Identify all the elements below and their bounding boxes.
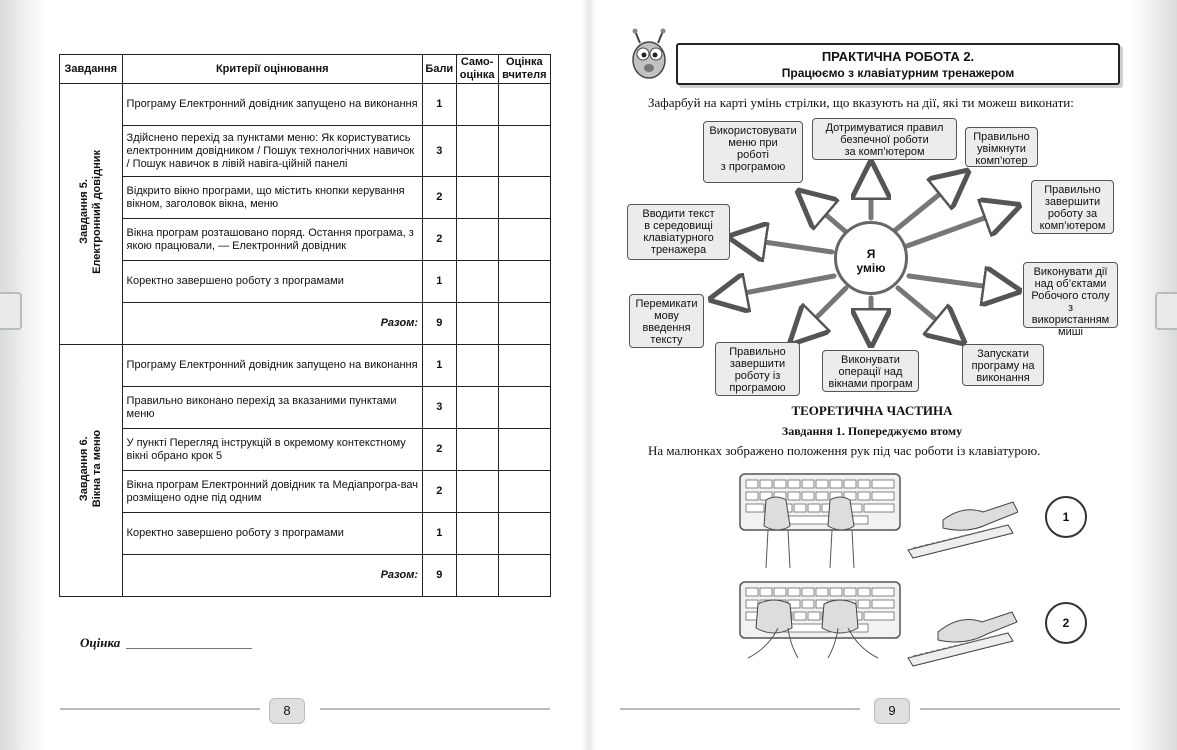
page-number-left: 8 xyxy=(269,698,305,724)
header-task: Завдання xyxy=(60,55,123,84)
criterion-cell: Програму Електронний довідник запущено на виконання xyxy=(122,345,422,387)
keyboard-hands-illustration-2 xyxy=(738,578,1018,678)
criterion-cell: Вікна програм розташовано поряд. Остання програма, з якою працювали, — Електронний довідник xyxy=(122,219,422,261)
skill-launch-program[interactable]: Запускати програму на виконання xyxy=(962,344,1044,386)
arrow-to-switch-lang[interactable] xyxy=(718,276,834,298)
skill-close-program[interactable]: Правильно завершити роботу із програмою xyxy=(715,342,800,396)
points-cell: 1 xyxy=(423,261,457,303)
skill-switch-language[interactable]: Перемикати мову введення тексту xyxy=(629,294,704,348)
arrow-to-launch[interactable] xyxy=(898,288,958,338)
arrow-to-power-on[interactable] xyxy=(893,176,962,232)
points-cell: 1 xyxy=(423,84,457,126)
skill-map-hub xyxy=(834,221,908,295)
criterion-cell: Правильно виконано перехід за вказаними пунктами меню xyxy=(122,387,422,429)
header-teacher-grade: Оцінка вчителя xyxy=(498,55,550,84)
theory-section-title: ТЕОРЕТИЧНА ЧАСТИНА xyxy=(791,403,953,418)
criterion-cell: Відкрито вікно програми, що містить кнопки керування вікном, заголовок вікна, меню xyxy=(122,177,422,219)
points-cell: 3 xyxy=(423,387,457,429)
points-cell: 3 xyxy=(423,126,457,177)
figure-number-2: 2 xyxy=(1045,602,1087,644)
hub-label: Я умію xyxy=(856,247,886,275)
criterion-cell: Програму Електронний довідник запущено на виконання xyxy=(122,84,422,126)
grade-label: Оцінка xyxy=(80,635,121,650)
criterion-cell: Вікна програм Електронний довідник та Медіапрогра-вач розміщено одне під одним xyxy=(122,471,422,513)
points-cell: 2 xyxy=(423,471,457,513)
criterion-cell: Коректно завершено роботу з програмами xyxy=(122,513,422,555)
header-self-assessment: Само- оцінка xyxy=(456,55,498,84)
arrow-to-shutdown[interactable] xyxy=(907,208,1012,246)
points-cell: 2 xyxy=(423,219,457,261)
task-1-description: На малюнках зображено положення рук під час роботи із клавіатурою. xyxy=(648,443,1041,458)
practical-work-title: ПРАКТИЧНА РОБОТА 2. xyxy=(821,49,975,64)
practical-work-subtitle: Працюємо з клавіатурним тренажером xyxy=(781,66,1015,80)
header-criteria: Критерії оцінювання xyxy=(122,55,422,84)
points-cell: 2 xyxy=(423,429,457,471)
points-cell: 2 xyxy=(423,177,457,219)
criterion-cell: Коректно завершено роботу з програмами xyxy=(122,261,422,303)
total-points: 9 xyxy=(423,303,457,345)
circuit-line-decoration xyxy=(920,708,1120,710)
skill-typing-trainer[interactable]: Вводити текст в середовищі клавіатурного тренажера xyxy=(627,204,730,260)
keyboard-hands-illustration-1 xyxy=(738,470,1018,570)
total-points: 9 xyxy=(423,555,457,597)
skill-desktop-mouse[interactable]: Виконувати дії над об’єктами Робочого столу з використанням миші xyxy=(1023,262,1118,328)
arrow-to-menu[interactable] xyxy=(804,196,846,232)
circuit-line-decoration xyxy=(620,708,860,710)
total-label: Разом: xyxy=(122,555,422,597)
page-number-right: 9 xyxy=(874,698,910,724)
criterion-cell: У пункті Перегляд інструкцій в окремому контекстному вікні обрано крок 5 xyxy=(122,429,422,471)
skill-power-on[interactable]: Правильно увімкнути комп’ютер xyxy=(965,127,1038,167)
criterion-cell: Здійснено перехід за пунктами меню: Як користуватись електронним довідником / Пошук технологічних навичок / Пошук навичок в лівій навіга-ційній панелі xyxy=(122,126,422,177)
figure-number-1: 1 xyxy=(1045,496,1087,538)
task-1-title: Завдання 1. Попереджуємо втому xyxy=(781,424,963,438)
points-cell: 1 xyxy=(423,513,457,555)
skills-map-instruction: Зафарбуй на карті умінь стрілки, що вказують на дії, які ти можеш виконати: xyxy=(648,95,1074,110)
skill-use-menu[interactable]: Використовувати меню при роботі з програмою xyxy=(703,121,803,183)
skill-shutdown[interactable]: Правильно завершити роботу за комп’ютером xyxy=(1031,180,1114,234)
skill-window-operations[interactable]: Виконувати операції над вікнами програм xyxy=(822,350,919,392)
task-5-label: Завдання 5. Електронний довідник xyxy=(77,150,103,274)
arrow-to-desktop-mouse[interactable] xyxy=(909,276,1012,290)
arrow-to-close-program[interactable] xyxy=(796,288,846,338)
total-label: Разом: xyxy=(122,303,422,345)
task-6-label: Завдання 6. Вікна та меню xyxy=(77,429,103,508)
header-points: Бали xyxy=(423,55,457,84)
arrow-to-typing[interactable] xyxy=(737,238,832,252)
skill-safety-rules[interactable]: Дотримуватися правил безпечної роботи за комп’ютером xyxy=(812,118,957,160)
points-cell: 1 xyxy=(423,345,457,387)
